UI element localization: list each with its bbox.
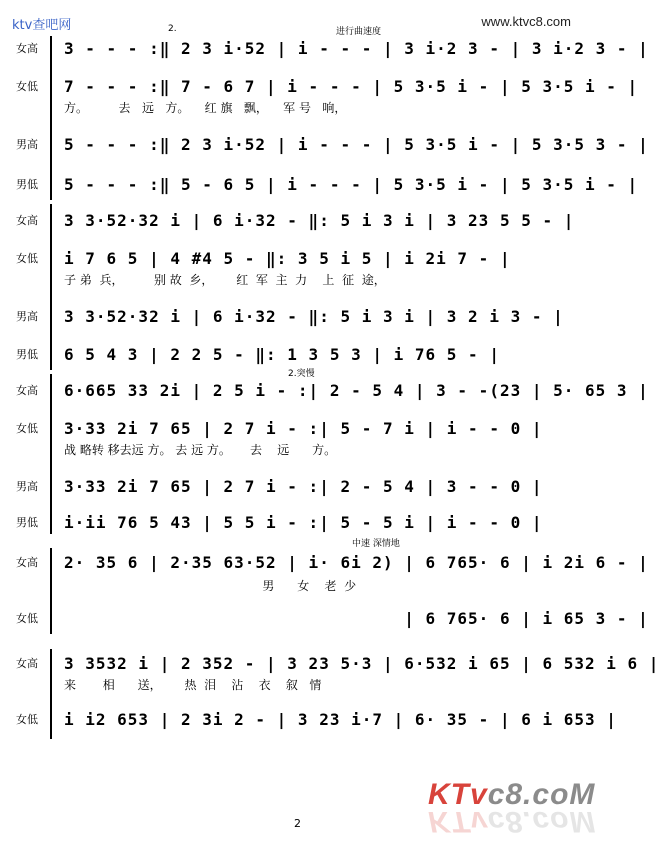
tempo-annotation: 2.突慢 bbox=[288, 369, 315, 379]
staff-row bbox=[0, 36, 649, 62]
voice-label: 男低 bbox=[16, 516, 38, 529]
voice-label: 男高 bbox=[16, 310, 38, 323]
staff-row bbox=[0, 208, 595, 234]
tempo-annotation: 进行曲速度 bbox=[336, 27, 382, 37]
lyric-line: 男 女 老 少 bbox=[64, 579, 357, 593]
score-system-4 bbox=[0, 538, 649, 638]
notation-line: 3 3·52·32 i | 6 i·32 - ‖: 5 i 3 i | 3 2 i 3 - | bbox=[64, 307, 564, 326]
tempo-annotation: 中速 深情地 bbox=[352, 539, 400, 549]
notation-line: 6 5 4 3 | 2 2 5 - ‖: 1 3 5 3 | i 76 5 - | bbox=[64, 345, 500, 364]
watermark-reflection: KTvc8.coM bbox=[428, 805, 596, 838]
voice-label: 女高 bbox=[16, 556, 38, 569]
staff-row bbox=[0, 246, 595, 272]
voice-label: 男低 bbox=[16, 178, 38, 191]
notation-line: 5 - - - :‖ 2 3 i·52 | i - - - | 5 3·5 i - | 5 3·5 3 - | bbox=[64, 135, 649, 154]
watermark-logo: KTvc8.coM bbox=[428, 778, 596, 811]
notation-line: 2· 35 6 | 2·35 63·52 | i· 6i 2) | 6 765· 6 | i 2i 6 - | bbox=[64, 553, 649, 572]
notation-line: 3·33 2i 7 65 | 2 7 i - :| 2 - 5 4 | 3 - - 0 | bbox=[64, 477, 543, 496]
voice-label: 女高 bbox=[16, 657, 38, 670]
notation-line: 3·33 2i 7 65 | 2 7 i - :| 5 - 7 i | i - - 0 | bbox=[64, 419, 543, 438]
staff-row bbox=[0, 342, 595, 368]
staff-row bbox=[0, 707, 617, 733]
notation-line: 7 - - - :‖ 7 - 6 7 | i - - - | 5 3·5 i - | 5 3·5 i - | bbox=[64, 77, 639, 96]
lyric-row bbox=[0, 100, 595, 126]
staff-row bbox=[0, 651, 659, 677]
site-logo-left: ktv查吧网 bbox=[12, 18, 72, 33]
notation-line: i i2 653 | 2 3i 2 - | 3 23 i·7 | 6· 35 - | 6 i 653 | bbox=[64, 710, 617, 729]
lyric-line: 子 弟 兵， 别 故 乡， 红 军 主 力 上 征 途， bbox=[64, 273, 386, 287]
staff-row bbox=[0, 132, 649, 158]
site-url-right: www.ktvc8.com bbox=[481, 14, 571, 29]
notation-line: 6·665 33 2i | 2 5 i - :| 2 - 5 4 | 3 - -(23 | 5· 65 3 | bbox=[64, 381, 649, 400]
staff-row bbox=[0, 416, 595, 442]
staff-row bbox=[0, 510, 595, 536]
lyric-line: 战 略转 移去远 方。 去 远 方。 去 远 方。 bbox=[64, 443, 337, 457]
voice-label: 女低 bbox=[16, 612, 38, 625]
lyric-row bbox=[0, 578, 595, 604]
notation-line: i 7 6 5 | 4 #4 5 - ‖: 3 5 i 5 | i 2i 7 - | bbox=[64, 249, 511, 268]
volta-annotation: 2. bbox=[168, 24, 177, 34]
notation-line: | 6 765· 6 | i 65 3 - | bbox=[64, 609, 649, 628]
staff-row bbox=[0, 378, 649, 404]
voice-label: 女高 bbox=[16, 384, 38, 397]
voice-label: 男高 bbox=[16, 480, 38, 493]
score-system-5 bbox=[0, 645, 659, 745]
staff-row bbox=[0, 474, 595, 500]
voice-label: 男高 bbox=[16, 138, 38, 151]
lyric-row bbox=[0, 272, 595, 298]
staff-row bbox=[0, 74, 639, 100]
voice-label: 女高 bbox=[16, 214, 38, 227]
voice-label: 女低 bbox=[16, 252, 38, 265]
lyric-row bbox=[0, 442, 595, 468]
notation-line: 3 - - - :‖ 2 3 i·52 | i - - - | 3 i·2 3 - | 3 i·2 3 - | bbox=[64, 39, 649, 58]
notation-line: 3 3532 i | 2 352 - | 3 23 5·3 | 6·532 i 65 | 6 532 i 6 | bbox=[64, 654, 659, 673]
score-system-2 bbox=[0, 204, 595, 374]
staff-row bbox=[0, 172, 639, 198]
lyric-line: 方。 去 远 方。 红 旗 飘， 军 号 响， bbox=[64, 101, 347, 115]
lyric-line: 来 相 送， 热 泪 沾 衣 叙 情 bbox=[64, 678, 322, 692]
notation-line: 3 3·52·32 i | 6 i·32 - ‖: 5 i 3 i | 3 23 5 5 - | bbox=[64, 211, 575, 230]
lyric-row bbox=[0, 677, 595, 703]
voice-label: 女低 bbox=[16, 80, 38, 93]
voice-label: 女高 bbox=[16, 42, 38, 55]
voice-label: 女低 bbox=[16, 422, 38, 435]
voice-label: 男低 bbox=[16, 348, 38, 361]
notation-line: 5 - - - :‖ 5 - 6 5 | i - - - | 5 3·5 i - | 5 3·5 i - | bbox=[64, 175, 639, 194]
notation-line: i·ii 76 5 43 | 5 5 i - :| 5 - 5 i | i - - 0 | bbox=[64, 513, 543, 532]
staff-row bbox=[0, 550, 649, 576]
score-system-3 bbox=[0, 369, 649, 540]
staff-row bbox=[0, 304, 595, 330]
staff-row bbox=[0, 606, 649, 632]
voice-label: 女低 bbox=[16, 713, 38, 726]
page-number: 2 bbox=[294, 817, 301, 830]
